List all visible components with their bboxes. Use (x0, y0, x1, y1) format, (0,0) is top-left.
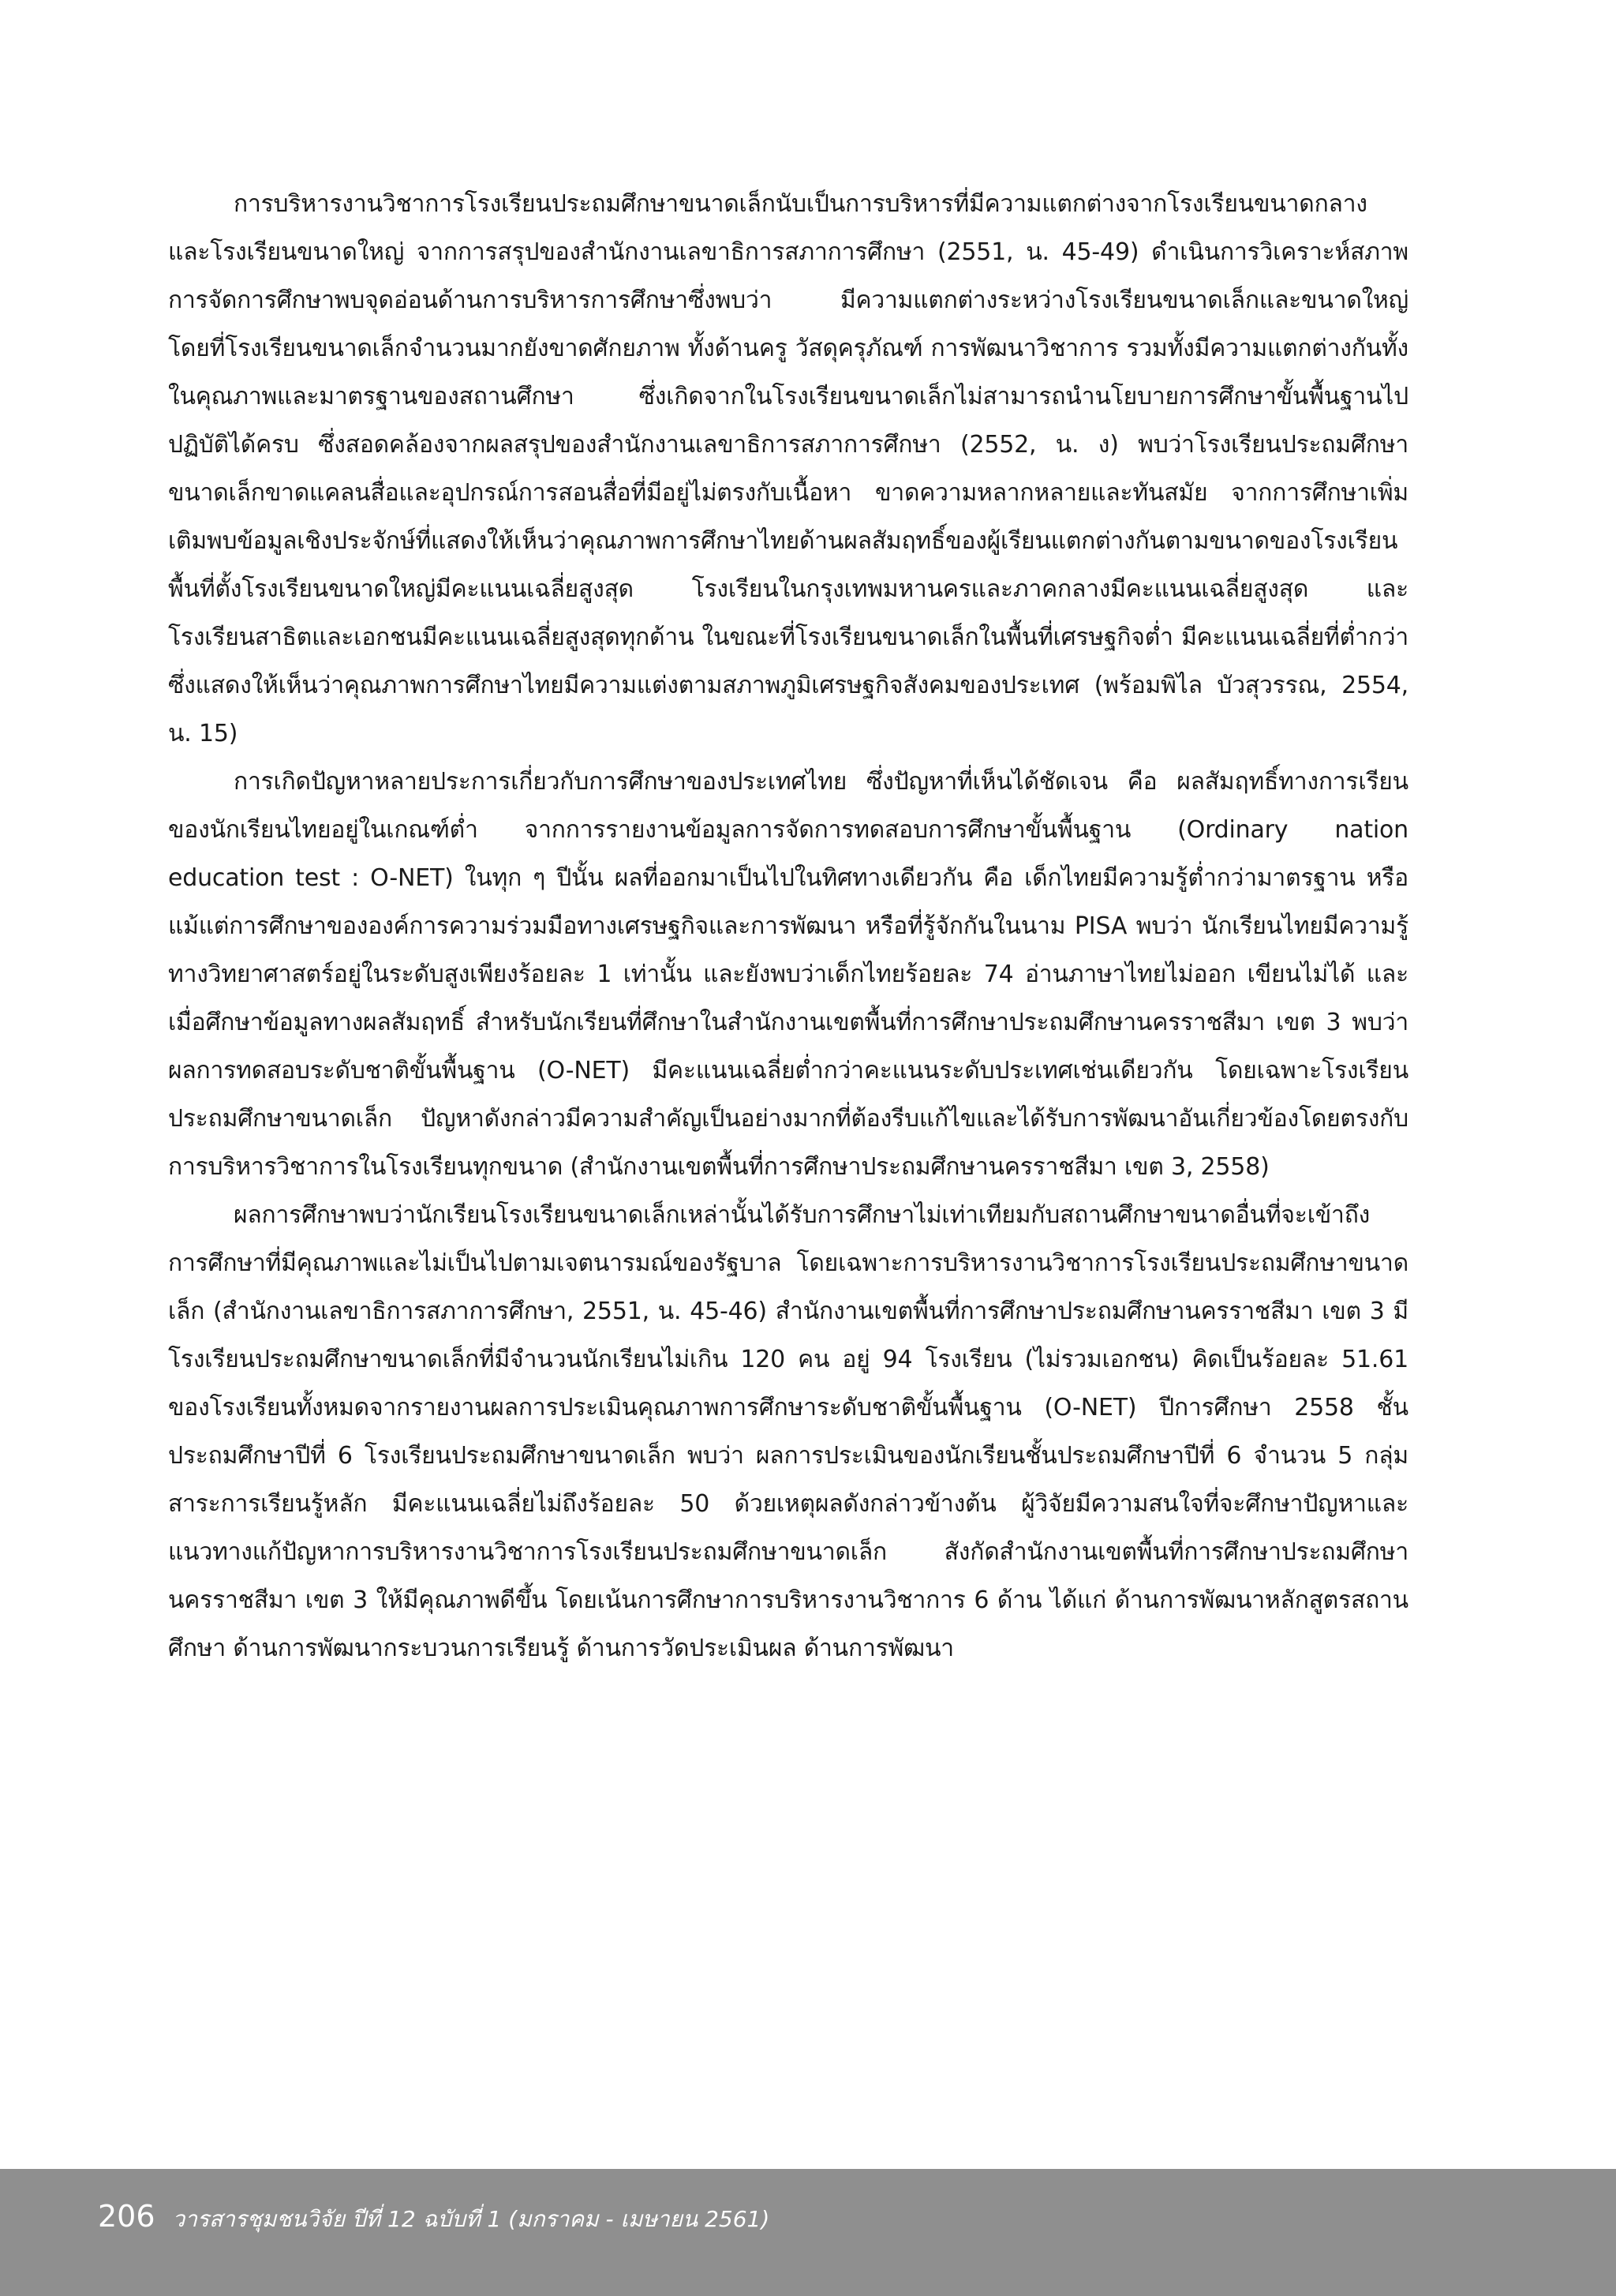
article-body (168, 180, 1408, 1672)
paragraph-3: ผลการศึกษาพบว่านักเรียนโรงเรียนขนาดเล็กเหล่านั้นได้รับการศึกษาไม่เท่าเทียมกับสถานศึกษาขนาดอื่นที่จะเข้าถึงการศึกษาที่มีคุณภาพและไม่เป็นไปตามเจตนารมณ์ของรัฐบาล โดยเฉพาะการบริหารงานวิชาการโรงเรียนประถมศึกษาขนาดเล็ก (สำนักงานเลขาธิการสภาการศึกษา, 2551, น. 45-46) สำนักงานเขตพื้นที่การศึกษาประถมศึกษานครราชสีมา เขต 3 มีโรงเรียนประถมศึกษาขนาดเล็กที่มีจำนวนนักเรียนไม่เกิน 120 คน อยู่ 94 โรงเรียน (ไม่รวมเอกชน) คิดเป็นร้อยละ 51.61 ของโรงเรียนทั้งหมดจากรายงานผลการประเมินคุณภาพการศึกษาระดับชาติขั้นพื้นฐาน (O-NET) ปีการศึกษา 2558 ชั้นประถมศึกษาปีที่ 6 โรงเรียนประถมศึกษาขนาดเล็ก พบว่า ผลการประเมินของนักเรียนชั้นประถมศึกษาปีที่ 6 จำนวน 5 กลุ่มสาระการเรียนรู้หลัก มีคะแนนเฉลี่ยไม่ถึงร้อยละ 50 ด้วยเหตุผลดังกล่าวข้างต้น ผู้วิจัยมีความสนใจที่จะศึกษาปัญหาและแนวทางแก้ปัญหาการบริหารงานวิชาการโรงเรียนประถมศึกษาขนาดเล็ก สังกัดสำนักงานเขตพื้นที่การศึกษาประถมศึกษานครราชสีมา เขต 3 ให้มีคุณภาพดีขึ้น โดยเน้นการศึกษาการบริหารงานวิชาการ 6 ด้าน ได้แก่ ด้านการพัฒนาหลักสูตรสถานศึกษา ด้านการพัฒนากระบวนการเรียนรู้ ด้านการวัดประเมินผล ด้านการพัฒนา (168, 1201, 1408, 1662)
footer-content (98, 2199, 769, 2237)
paragraph-1: การบริหารงานวิชาการโรงเรียนประถมศึกษาขนาดเล็กนับเป็นการบริหารที่มีความแตกต่างจากโรงเรียนขนาดกลางและโรงเรียนขนาดใหญ่ จากการสรุปของสำนักงานเลขาธิการสภาการศึกษา (2551, น. 45-49) ดำเนินการวิเคราะห์สภาพการจัดการศึกษาพบจุดอ่อนด้านการบริหารการศึกษาซึ่งพบว่า มีความแตกต่างระหว่างโรงเรียนขนาดเล็กและขนาดใหญ่ โดยที่โรงเรียนขนาดเล็กจำนวนมากยังขาดศักยภาพ ทั้งด้านครู วัสดุครุภัณฑ์ การพัฒนาวิชาการ รวมทั้งมีความแตกต่างกันทั้งในคุณภาพและมาตรฐานของสถานศึกษา ซึ่งเกิดจากในโรงเรียนขนาดเล็กไม่สามารถนำนโยบายการศึกษาขั้นพื้นฐานไปปฏิบัติได้ครบ ซึ่งสอดคล้องจากผลสรุปของสำนักงานเลขาธิการสภาการศึกษา (2552, น. ง) พบว่าโรงเรียนประถมศึกษาขนาดเล็กขาดแคลนสื่อและอุปกรณ์การสอนสื่อที่มีอยู่ไม่ตรงกับเนื้อหา ขาดความหลากหลายและทันสมัย จากการศึกษาเพิ่มเติมพบข้อมูลเชิงประจักษ์ที่แสดงให้เห็นว่าคุณภาพการศึกษาไทยด้านผลสัมฤทธิ์ของผู้เรียนแตกต่างกันตามขนาดของโรงเรียน พื้นที่ตั้งโรงเรียนขนาดใหญ่มีคะแนนเฉลี่ยสูงสุด โรงเรียนในกรุงเทพมหานครและภาคกลางมีคะแนนเฉลี่ยสูงสุด และโรงเรียนสาธิตและเอกชนมีคะแนนเฉลี่ยสูงสุดทุกด้าน ในขณะที่โรงเรียนขนาดเล็กในพื้นที่เศรษฐกิจต่ำ มีคะแนนเฉลี่ยที่ต่ำกว่า ซึ่งแสดงให้เห็นว่าคุณภาพการศึกษาไทยมีความแต่งตามสภาพภูมิเศรษฐกิจสังคมของประเทศ (พร้อมพิไล บัวสุวรรณ, 2554, น. 15) (168, 190, 1408, 747)
journal-info: วารสารชุมชนวิจัย ปีที่ 12 ฉบับที่ 1 (มกราคม - เมษายน 2561) (172, 2206, 770, 2232)
page-number: 206 (98, 2199, 155, 2234)
paragraph-2: การเกิดปัญหาหลายประการเกี่ยวกับการศึกษาของประเทศไทย ซึ่งปัญหาที่เห็นได้ชัดเจน คือ ผลสัมฤทธิ์ทางการเรียนของนักเรียนไทยอยู่ในเกณฑ์ต่ำ จากการรายงานข้อมูลการจัดการทดสอบการศึกษาขั้นพื้นฐาน (Ordinary nation education test : O-NET) ในทุก ๆ ปีนั้น ผลที่ออกมาเป็นไปในทิศทางเดียวกัน คือ เด็กไทยมีความรู้ต่ำกว่ามาตรฐาน หรือแม้แต่การศึกษาขององค์การความร่วมมือทางเศรษฐกิจและการพัฒนา หรือที่รู้จักกันในนาม PISA พบว่า นักเรียนไทยมีความรู้ทางวิทยาศาสตร์อยู่ในระดับสูงเพียงร้อยละ 1 เท่านั้น และยังพบว่าเด็กไทยร้อยละ 74 อ่านภาษาไทยไม่ออก เขียนไม่ได้ และเมื่อศึกษาข้อมูลทางผลสัมฤทธิ์ สำหรับนักเรียนที่ศึกษาในสำนักงานเขตพื้นที่การศึกษาประถมศึกษานครราชสีมา เขต 3 พบว่า ผลการทดสอบระดับชาติขั้นพื้นฐาน (O-NET) มีคะแนนเฉลี่ยต่ำกว่าคะแนนระดับประเทศเช่นเดียวกัน โดยเฉพาะโรงเรียนประถมศึกษาขนาดเล็ก ปัญหาดังกล่าวมีความสำคัญเป็นอย่างมากที่ต้องรีบแก้ไขและได้รับการพัฒนาอันเกี่ยวข้องโดยตรงกับการบริหารวิชาการในโรงเรียนทุกขนาด (สำนักงานเขตพื้นที่การศึกษาประถมศึกษานครราชสีมา เขต 3, 2558) (168, 768, 1408, 1181)
page-footer (0, 2169, 1616, 2296)
